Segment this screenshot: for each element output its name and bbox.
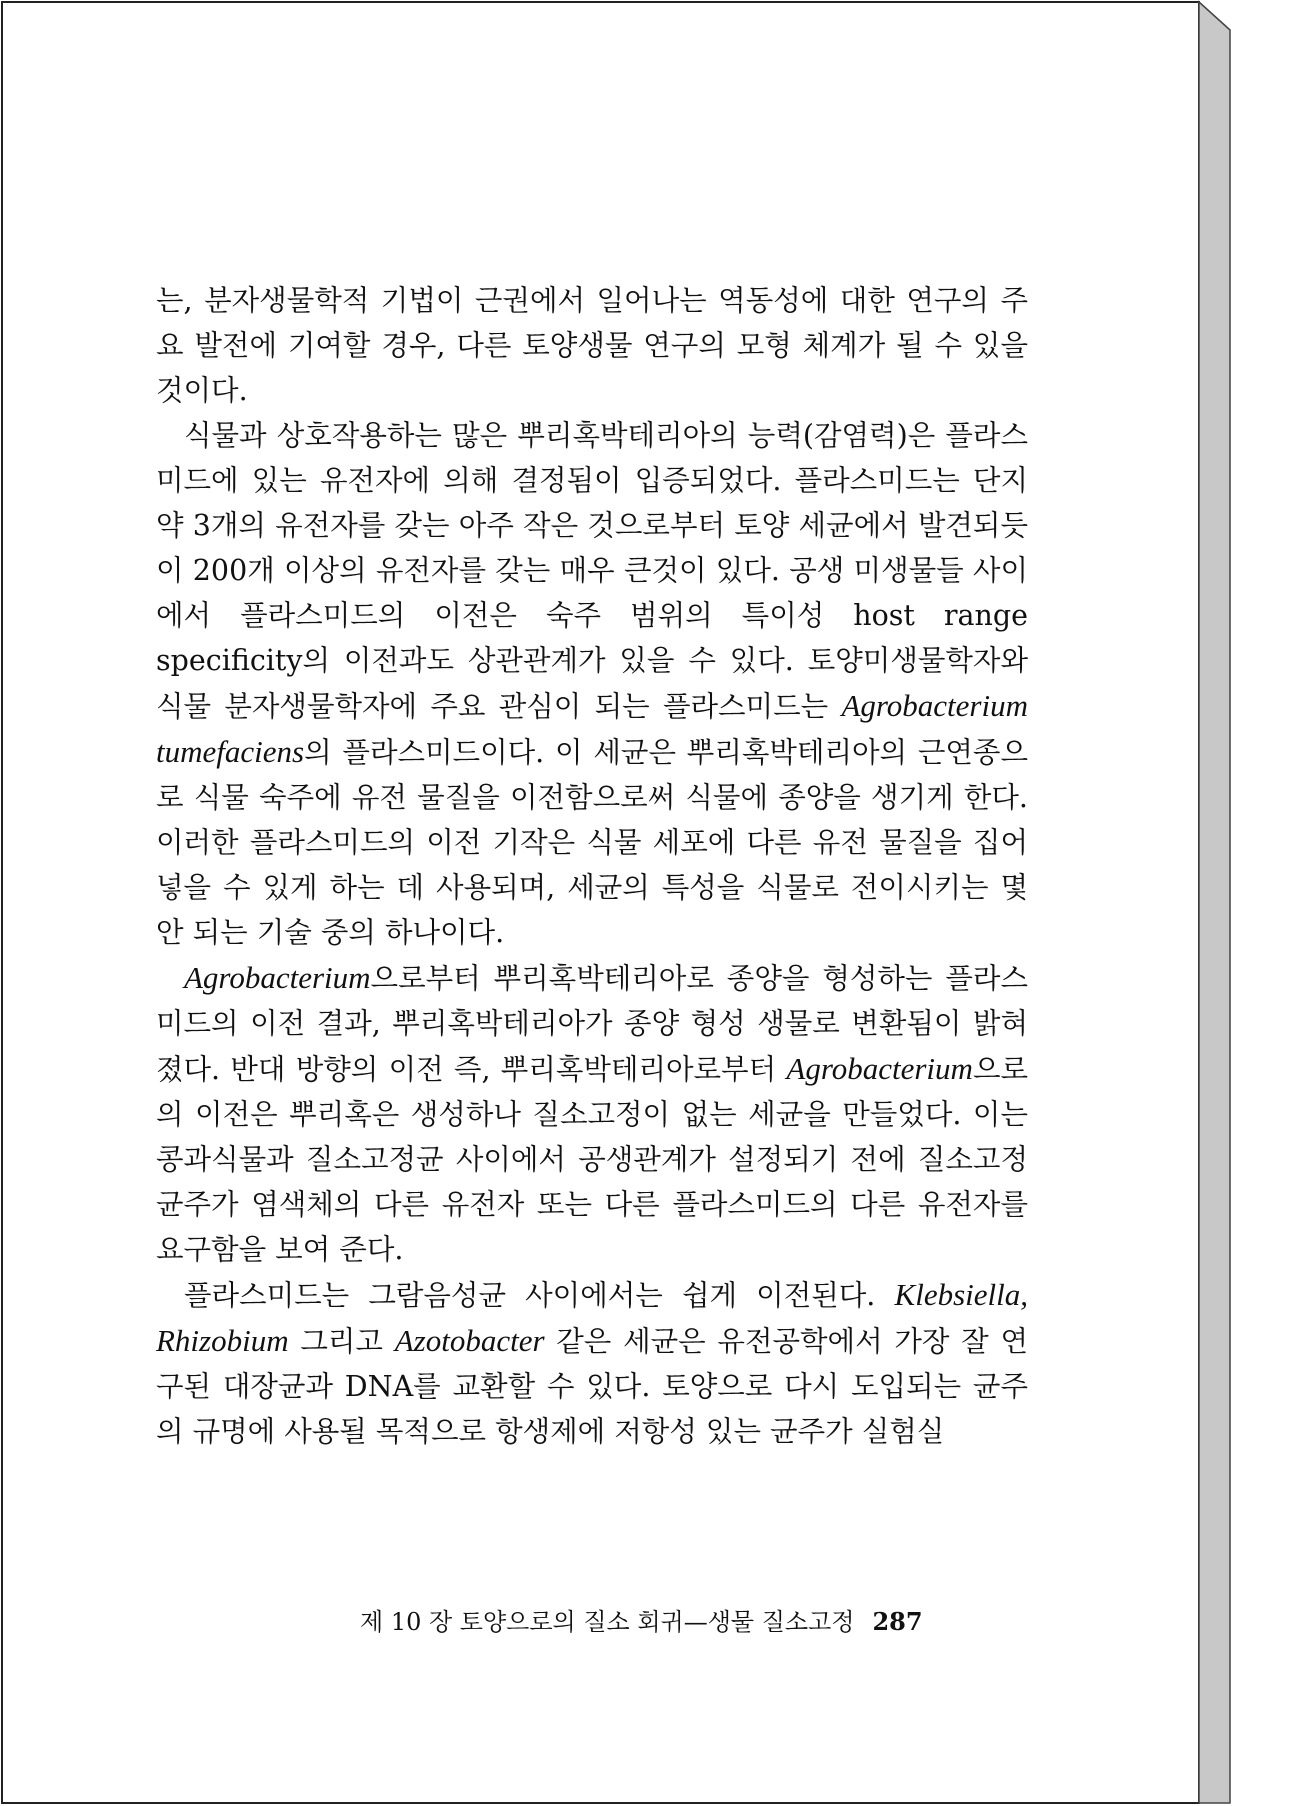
paragraph-3-text: 으로부터 뿌리혹박테리아로 종양을 형성하는 플라스미드의 이전 결과, 뿌리혹박테리아가 종양 형성 생물로 변환됨이 밝혀졌다. 반대 방향의 이전 즉, 뿌리혹박테리아로부터 [156, 962, 1028, 1086]
paragraph-1 [156, 278, 1028, 413]
genus-name-agrobacterium-1: Agrobacterium [184, 960, 371, 995]
genus-names-klebsiella-rhizobium: Klebsiella, Rhizobium [156, 1277, 1028, 1358]
genus-name-azotobacter: Azotobacter [394, 1323, 545, 1358]
chapter-title: 제 10 장 토양으로의 질소 회귀—생물 질소고정 [360, 1608, 855, 1636]
running-footer [360, 1606, 1000, 1638]
page-number: 287 [872, 1607, 923, 1636]
paragraph-2-text: 식물과 상호작용하는 많은 뿌리혹박테리아의 능력(감염력)은 플라스미드에 있는 유전자에 의해 결정됨이 입증되었다. 플라스미드는 단지 약 3개의 유전자를 갖는 아주 작은 것으로부터 토양 세균에서 발견되듯이 200개 이상의 유전자를 갖는 매우 큰것이 있다. 공생 미생물들 사이에서 플라스미드의 이전은 숙주 범위의 특이성 host range specificity의 이전과도 상관관계가 있을 수 있다. 토양미생물학자와 식물 분자생물학자에 주요 관심이 되는 플라스미드는 [156, 419, 1028, 723]
paragraph-3 [156, 955, 1028, 1272]
paragraph-2 [156, 413, 1028, 955]
paragraph-1-text: 는, 분자생물학적 기법이 근권에서 일어나는 역동성에 대한 연구의 주요 발전에 기여할 경우, 다른 토양생물 연구의 모형 체계가 될 수 있을 것이다. [156, 284, 1028, 407]
paragraph-2-text-continued: 의 플라스미드이다. 이 세균은 뿌리혹박테리아의 근연종으로 식물 숙주에 유전 물질을 이전함으로써 식물에 종양을 생기게 한다. 이러한 플라스미드의 이전 기작은 식물 세포에 다른 유전 물질을 집어 넣을 수 있게 하는 데 사용되며, 세균의 특성을 식물로 전이시키는 몇 안 되는 기술 중의 하나이다. [156, 736, 1028, 949]
paragraph-4-text: 플라스미드는 그람음성균 사이에서는 쉽게 이전된다. [184, 1279, 876, 1312]
species-name-agrobacterium-tumefaciens: Agrobacterium tumefaciens [156, 688, 1028, 769]
body-text [156, 278, 1028, 1454]
genus-name-agrobacterium-2: Agrobacterium [786, 1051, 973, 1086]
paragraph-4 [156, 1272, 1028, 1454]
page-stack-edge [1199, 2, 1230, 1803]
paragraph-4-conjunction: 그리고 [300, 1325, 383, 1358]
paragraph-4-text-continued: 같은 세균은 유전공학에서 가장 잘 연구된 대장균과 DNA를 교환할 수 있다. 토양으로 다시 도입되는 균주의 규명에 사용될 목적으로 항생제에 저항성 있는 균주가 실험실 [156, 1325, 1028, 1448]
paragraph-3-text-continued: 으로의 이전은 뿌리혹은 생성하나 질소고정이 없는 세균을 만들었다. 이는 콩과식물과 질소고정균 사이에서 공생관계가 설정되기 전에 질소고정 균주가 염색체의 다른 유전자 또는 다른 플라스미드의 다른 유전자를 요구함을 보여 준다. [156, 1053, 1028, 1266]
